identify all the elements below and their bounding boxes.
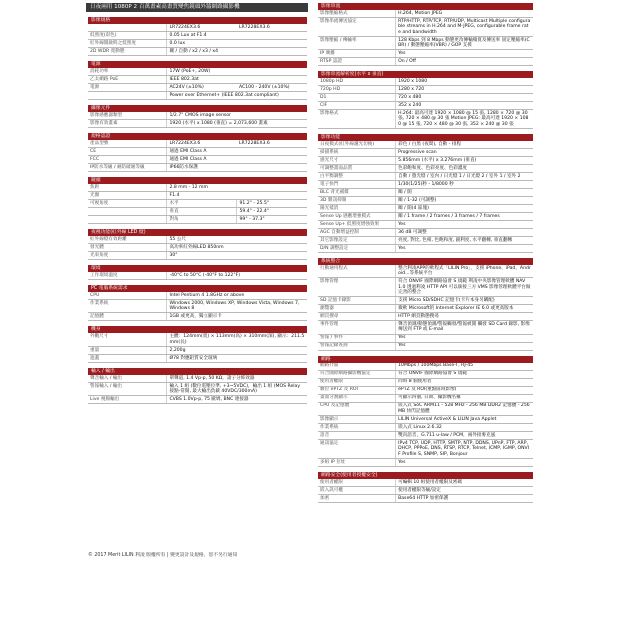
spec-table: [318, 363, 533, 467]
spec-value: F1.4: [167, 192, 307, 200]
spec-row: [88, 236, 307, 244]
spec-value: 10Mbps / 100Mbps Base-T, RJ-45: [396, 363, 533, 371]
spec-label: 多組 IP 位址: [318, 458, 396, 466]
spec-value: IPv4 TCP, UDP, HTTP, SMTP, NTP, DDNS, UPnP, FTP, ARP, DHCP, PPPoE, DNS, RTSP, RTCP, Telnet, ICMP, IGMP, ONVIF Profile S, SNMP, SIP, Bonjour: [396, 440, 533, 459]
spec-value: ePTZ 及 ROI(重點區域影像): [396, 386, 533, 394]
spec-section-item-9: [88, 368, 307, 404]
spec-label: [88, 216, 167, 224]
spec-label: 紅外線開啟時之低照度: [88, 40, 167, 48]
spec-label: CPU 及記憶體: [318, 402, 396, 415]
spec-row: [318, 342, 533, 350]
spec-value: On / Off: [396, 58, 533, 66]
spec-row: [318, 321, 533, 334]
spec-value: Progressive scan: [396, 149, 533, 157]
section-header: 環境: [88, 265, 307, 272]
section-header: 機身: [88, 326, 307, 333]
spec-value: 關 / 開: [396, 189, 533, 197]
spec-value: Yes: [396, 245, 533, 253]
section-header: 鏡頭: [88, 177, 307, 184]
spec-section-item-4: [318, 356, 533, 467]
spec-label: 記憶體: [88, 313, 167, 321]
section-header: 夜視功能(紅外線 LED 燈): [88, 229, 307, 236]
spec-value: 關 / 自動 / x2 / x3 / x4: [167, 48, 307, 56]
spec-value: 1GB 或更高，獨立顯示卡: [167, 313, 307, 321]
spec-row: [318, 205, 533, 213]
section-header: 攝像元件: [88, 105, 307, 112]
spec-value: 關 / 1-32 (可調整): [396, 197, 533, 205]
spec-table: [88, 375, 307, 404]
spec-row: [318, 394, 533, 402]
spec-row: [318, 58, 533, 66]
spec-value: Yes: [396, 342, 533, 350]
spec-table: [88, 24, 307, 56]
spec-section-item-5: [318, 472, 533, 503]
spec-value: AC100 - 240V (±10%): [237, 84, 307, 92]
spec-row: [318, 458, 533, 466]
spec-value: 雙向語音，G.711 u-law / PCM，兩外接麥克風: [396, 432, 533, 440]
spec-label: IP 廣播: [318, 50, 396, 58]
spec-label: 發光體: [88, 244, 167, 252]
spec-section-x: [318, 71, 533, 129]
spec-label: 遮蓋: [88, 354, 167, 362]
spec-label: 事件管理: [318, 321, 396, 334]
spec-table: [88, 140, 307, 172]
spec-table: [88, 292, 307, 321]
spec-value: 2.8 mm - 12 mm: [167, 184, 307, 192]
spec-label: 網頁搜尋: [318, 313, 396, 321]
spec-value: 720 x 480: [396, 94, 533, 102]
spec-value: LR7228EX3.6: [237, 24, 307, 32]
spec-label: [88, 92, 167, 100]
spec-value: 0.05 Lux at F1.4: [167, 32, 307, 40]
spec-section-item-3: [88, 133, 307, 172]
spec-label: 消耗功率: [88, 68, 167, 76]
spec-label: 影像顯示: [318, 416, 396, 424]
spec-label: D/N 調整設定: [318, 245, 396, 253]
spec-section-item-4: [88, 177, 307, 224]
spec-value: 1280 x 720: [396, 86, 533, 94]
spec-table: [318, 141, 533, 253]
spec-row: [88, 333, 307, 346]
spec-row: [318, 278, 533, 297]
spec-value: 關 / 開(4 區塊): [396, 205, 533, 213]
spec-row: [88, 292, 307, 300]
spec-row: [88, 76, 307, 84]
section-header: 影像串流: [318, 3, 533, 10]
spec-label: 使用者權限: [318, 479, 396, 487]
spec-row: [88, 375, 307, 383]
spec-row: [318, 50, 533, 58]
spec-label: 影像壓縮格式: [318, 10, 396, 18]
spec-label: 作業系統: [318, 424, 396, 432]
spec-label: 影像感應器類型: [88, 112, 167, 120]
spec-value: HTTP 網頁動態搜尋: [396, 313, 533, 321]
spec-label: 影像串流傳送協定: [318, 18, 396, 37]
spec-label: 網路介面: [318, 363, 396, 371]
spec-label: 電源: [88, 84, 167, 92]
spec-row: [318, 36, 533, 49]
section-header: 系統整合: [318, 258, 533, 265]
spec-section-item-6: [88, 265, 307, 280]
spec-row: [318, 10, 533, 18]
spec-value: 通過 EMI Class A: [167, 156, 307, 164]
spec-label: 影像管理: [318, 278, 396, 297]
spec-value: 2,200g: [167, 346, 307, 354]
spec-value: 亮度, 對比, 色相, 色飽和度, 銳利度, 水平翻轉, 垂直翻轉: [396, 237, 533, 245]
spec-row: [318, 213, 533, 221]
section-header: 影像串流解析度(水平 x 垂直): [318, 71, 533, 78]
spec-row: [318, 18, 533, 37]
spec-label: 影像壓縮 / 傳輸率: [318, 36, 396, 49]
spec-label: 瀏覽器: [318, 305, 396, 313]
spec-value: Yes: [396, 50, 533, 58]
spec-value: H.264, Motion JPEG: [396, 10, 533, 18]
spec-row: [318, 86, 533, 94]
spec-row: [88, 216, 307, 224]
spec-row: [88, 32, 307, 40]
spec-value: 55 公尺: [167, 236, 307, 244]
section-header: 影像規格: [88, 17, 307, 24]
left-spec-column: [88, 17, 307, 409]
spec-value: 符合 ONVIF 國際網路協會 S 規範: [396, 370, 533, 378]
spec-label: 使用者權限: [318, 378, 396, 386]
spec-value: 嵌入式 Linux 2.6.32: [396, 424, 533, 432]
spec-row: [88, 40, 307, 48]
spec-label: 嵌入訊可權: [318, 486, 396, 494]
spec-section-item-0: [88, 17, 307, 56]
spec-label: 加密: [318, 494, 396, 502]
spec-value: 聲音偵測/動態偵測/警報觸發/警報被開 觸發 SD Card 錄影, 影像傳送到 FTP 或 E-mail: [396, 321, 533, 334]
spec-row: [88, 48, 307, 56]
spec-row: [318, 141, 533, 149]
spec-value: 1/30(1/25)秒 - 1/8000 秒: [396, 181, 533, 189]
spec-table: [88, 184, 307, 224]
spec-row: [88, 272, 307, 280]
spec-label: [88, 24, 167, 32]
spec-row: [318, 110, 533, 129]
spec-row: [88, 120, 307, 128]
spec-value: LR7228EX3.6: [237, 140, 307, 148]
spec-value: 99° - 37.3°: [237, 216, 307, 224]
spec-row: [88, 200, 307, 208]
spec-value: 352 x 240: [396, 102, 533, 110]
spec-label: 光束角度: [88, 252, 167, 260]
spec-value: 主體：124mm(寬) × 113mm(高) × 310mm(深), 顯示：211.5mm(長): [167, 333, 307, 346]
spec-label: SD 記憶卡錄影: [318, 297, 396, 305]
spec-label: D1: [318, 94, 396, 102]
spec-label: 可視角度: [88, 200, 167, 208]
spec-label: 警報輸入 / 輸出: [88, 382, 167, 395]
section-header: 輸入 / 輸出: [88, 368, 307, 375]
spec-row: [318, 197, 533, 205]
spec-label: 語音: [318, 432, 396, 440]
spec-label: 行動通用程式: [318, 265, 396, 278]
spec-section-item-2: [318, 134, 533, 253]
spec-value: 微軟 Microsoft的 Internet Explorer IE 6.0 或更高版本: [396, 305, 533, 313]
spec-row: [318, 149, 533, 157]
spec-value: 使用者權限等級/設定: [396, 486, 533, 494]
spec-label: 產品型號: [88, 140, 167, 148]
spec-row: [318, 165, 533, 173]
spec-row: [318, 370, 533, 378]
spec-label: 作業系統: [88, 300, 167, 313]
spec-value: LILIN Universal ActiveX & LILIN Java Applet: [396, 416, 533, 424]
spec-section-pc: [88, 285, 307, 321]
spec-label: CE: [88, 148, 167, 156]
spec-sublabel: 對角: [167, 216, 237, 224]
spec-row: [318, 386, 533, 394]
spec-label: 日夜模式(紅外線濾光切換): [318, 141, 396, 149]
spec-table: [318, 479, 533, 503]
spec-label: 可調整畫面品質: [318, 165, 396, 173]
spec-table: [88, 236, 307, 260]
spec-table: [88, 272, 307, 280]
spec-label: 聲音輸入 / 輸出: [88, 375, 167, 383]
spec-value: 1/2.7" CMOS image sensor: [167, 112, 307, 120]
spec-label: 警報 / 事件: [318, 334, 396, 342]
spec-label: 3D 雜訊抑制: [318, 197, 396, 205]
spec-value: 1920 (水平) x 1080 (垂直) = 2,073,600 畫素: [167, 120, 307, 128]
spec-value: LR7224EX3.6: [167, 140, 237, 148]
spec-value: 36 dB 可調整: [396, 229, 533, 237]
spec-value: 30°: [167, 252, 307, 260]
spec-row: [88, 140, 307, 148]
spec-value: 0.0 lux: [167, 40, 307, 48]
spec-value: CVBS 1.0Vp-p, 75 歐姆, BNC 連接器: [167, 396, 307, 404]
spec-label: 焦距: [88, 184, 167, 192]
spec-row: [318, 297, 533, 305]
spec-row: [318, 245, 533, 253]
spec-value: Power over Ethernet+ (IEEE 802.3at compliant): [167, 92, 307, 100]
spec-value: 嵌入式 SoC ARM11 - 528 MHz - 256 MB DDR2 記憶體 - 256 MB 快閃記憶體: [396, 402, 533, 415]
spec-label: [88, 208, 167, 216]
spec-row: [318, 305, 533, 313]
spec-row: [318, 102, 533, 110]
copyright-footer: © 2017 Merit LILIN 利凌 版權所有 | 變更設計及規格，恕不另行通知: [88, 553, 238, 558]
spec-label: Sense Up+ 低照度增強效果: [318, 221, 396, 229]
spec-row: [88, 396, 307, 404]
spec-label: IP防水等級 / 耐防破壞等級: [88, 164, 167, 172]
section-header: 電源: [88, 61, 307, 68]
spec-label: 其它影像設定: [318, 237, 396, 245]
spec-row: [318, 313, 533, 321]
spec-row: [88, 252, 307, 260]
spec-value: 5.856mm (水平) x 3.276mm (垂直): [396, 157, 533, 165]
spec-row: [88, 346, 307, 354]
spec-value: 彩色 / 白黑 (夜間), 自動 - 排程: [396, 141, 533, 149]
spec-label: 影像格式: [318, 110, 396, 129]
spec-value: Windows 2000, Windows XP, Windows Vista, Windows 7, Windows 8: [167, 300, 307, 313]
page-title: 日夜兩用 1080P 2 百萬畫素高畫質變焦鏡頭外牆網路攝影機: [86, 3, 308, 12]
spec-row: [88, 382, 307, 395]
spec-value: LR7224EX3.6: [167, 24, 237, 32]
spec-table: [88, 333, 307, 362]
spec-value: 通過 EMI Class A: [167, 148, 307, 156]
section-header: 網路安全(使用者授權安全): [318, 472, 533, 479]
spec-label: FCC: [88, 156, 167, 164]
spec-value: 同時 8 個使用者: [396, 378, 533, 386]
spec-row: [318, 229, 533, 237]
spec-value: RTP/HTTP, RTP/TCP, RTP/UDP, Multicast Multiple configurable streams in H.264 and M-JPEG, configurable frame rate and bandwidth: [396, 18, 533, 37]
spec-table: [88, 68, 307, 100]
spec-value: 59.4° - 22.4°: [237, 208, 307, 216]
spec-value: 符合 ONVIF 國際網路協會 S 規範 利凌中央影像管理軟體 NAV 1.0 透過利凌 HTTP API 可以銜接三方 VMS 影像管理軟體平台做完善的整合: [396, 278, 533, 297]
spec-label: 通訊協定: [318, 440, 396, 459]
spec-value: 單聲道, 1.4 Vp-p, 50 KΩ，諸子分佈效器: [167, 375, 307, 383]
spec-value: 整合利凌APP的軟程式「LILIN Pro」，支援 iPhone、iPad、Android...等系統平台: [396, 265, 533, 278]
spec-label: 紅外線燈有效距離: [88, 236, 167, 244]
spec-value: AC24V (±10%): [167, 84, 237, 92]
spec-label: 2D WDR 寬動態: [88, 48, 167, 56]
section-header: 規格認證: [88, 133, 307, 140]
spec-row: [88, 313, 307, 321]
spec-value: IP66防水保護: [167, 164, 307, 172]
spec-label: 乙太網路 PoE: [88, 76, 167, 84]
spec-label: 感光尺寸: [318, 157, 396, 165]
spec-label: 畫面分割顯示: [318, 394, 396, 402]
spec-sublabel: 水平: [167, 200, 237, 208]
spec-row: [318, 94, 533, 102]
spec-label: 1080p HD: [318, 78, 396, 86]
spec-label: CIF: [318, 102, 396, 110]
spec-value: Yes: [396, 458, 533, 466]
spec-label: 數位 ePTZ 及 ROI: [318, 386, 396, 394]
spec-value: 自動 / 螢光燈 / 室內 / 日光燈 1 / 日光燈 2 / 室外 1 / 室外 2: [396, 173, 533, 181]
spec-value: 關 / 1 frame / 2 frames / 3 frames / 7 frames: [396, 213, 533, 221]
spec-row: [88, 354, 307, 362]
spec-section-item-0: [318, 3, 533, 66]
spec-row: [318, 479, 533, 487]
spec-label: 光圈: [88, 192, 167, 200]
spec-row: [88, 156, 307, 164]
spec-label: 工作環境溫度: [88, 272, 167, 280]
spec-label: AGC 自動增益控制: [318, 229, 396, 237]
spec-row: [88, 148, 307, 156]
spec-section-item-8: [88, 326, 307, 362]
spec-label: 掃描系統: [318, 149, 396, 157]
spec-row: [318, 237, 533, 245]
spec-label: 白平衡調整: [318, 173, 396, 181]
spec-row: [318, 378, 533, 386]
spec-row: [318, 334, 533, 342]
spec-row: [318, 221, 533, 229]
spec-row: [88, 244, 307, 252]
spec-row: [318, 494, 533, 502]
spec-row: [318, 189, 533, 197]
spec-value: 支援 Micro SD/SDHC 記憶卡(卡片本身另購配): [396, 297, 533, 305]
spec-value: 可編輯 10 組使用者權限及密碼: [396, 479, 533, 487]
spec-row: [318, 78, 533, 86]
spec-table: [318, 10, 533, 66]
spec-section-led: [88, 229, 307, 260]
spec-row: [88, 208, 307, 216]
spec-row: [318, 416, 533, 424]
spec-value: Yes: [396, 221, 533, 229]
spec-row: [318, 173, 533, 181]
spec-value: -40°C to 50°C (-40°F to 122°F): [167, 272, 307, 280]
spec-label: 720p HD: [318, 86, 396, 94]
spec-label: RTSP 認證: [318, 58, 396, 66]
spec-value: 可顯示四個, 日期、攝影機名稱: [396, 394, 533, 402]
spec-value: 色彩飽和度、色彩亮度、色彩濃度: [396, 165, 533, 173]
spec-row: [88, 300, 307, 313]
spec-value: Base64 HTTP 加密保護: [396, 494, 533, 502]
spec-label: 警報記錄查詢: [318, 342, 396, 350]
right-spec-column: [318, 3, 533, 508]
spec-row: [88, 164, 307, 172]
spec-row: [88, 112, 307, 120]
spec-row: [318, 486, 533, 494]
spec-label: 符合國際網路攝影機協定: [318, 370, 396, 378]
spec-row: [318, 440, 533, 459]
spec-section-item-1: [88, 61, 307, 100]
spec-row: [318, 424, 533, 432]
spec-row: [318, 402, 533, 415]
spec-value: 91.2° - 25.5°: [237, 200, 307, 208]
spec-row: [318, 157, 533, 165]
section-header: 網路: [318, 356, 533, 363]
spec-row: [318, 265, 533, 278]
spec-row: [318, 181, 533, 189]
spec-row: [88, 92, 307, 100]
spec-value: 17W (PoE+, 20W): [167, 68, 307, 76]
spec-label: BLC 背光補償: [318, 189, 396, 197]
spec-row: [88, 84, 307, 92]
spec-value: Yes: [396, 334, 533, 342]
spec-value: 1920 x 1080: [396, 78, 533, 86]
spec-row: [88, 68, 307, 76]
spec-label: CPU: [88, 292, 167, 300]
spec-label: 影像有效畫素: [88, 120, 167, 128]
spec-section-item-3: [318, 258, 533, 351]
spec-label: 低照度(彩色): [88, 32, 167, 40]
spec-label: 外觀尺寸: [88, 333, 167, 346]
spec-table: [318, 78, 533, 129]
spec-table: [318, 265, 533, 351]
spec-label: 電子快門: [318, 181, 396, 189]
spec-value: H.264: 最高可達 1920 × 1080 @ 15 張, 1280 × 720 @ 30 張, 720 × 480 @ 30 張 Motion JPEG: 最高可達 1920 × 1080 @ 15 張, 720 × 480 @ 30 張, 352 × 240 @ 30 張: [396, 110, 533, 129]
spec-row: [318, 432, 533, 440]
spec-row: [318, 363, 533, 371]
spec-value: 高功率紅外線LED 850nm: [167, 244, 307, 252]
section-header: 影像功能: [318, 134, 533, 141]
spec-label: Sense Up 感應增強模式: [318, 213, 396, 221]
spec-value: Ø78 對應鋁質安全玻璃: [167, 354, 307, 362]
spec-value: IEEE 802.3at: [167, 76, 307, 84]
spec-label: Live 視頻輸出: [88, 396, 167, 404]
section-header: PC 電腦系統需求: [88, 285, 307, 292]
spec-row: [88, 192, 307, 200]
spec-label: 重量: [88, 346, 167, 354]
spec-row: [88, 184, 307, 192]
spec-value: Intel Pentium 4 1.8GHz or above: [167, 292, 307, 300]
spec-row: [88, 24, 307, 32]
spec-value: 128 Kbps 到 8 Mbps 動態更改傳輸頻寬及傳送率 固定壓縮率(CBR) / 動態壓縮率(VBR) / GOP 支援: [396, 36, 533, 49]
spec-sublabel: 垂直: [167, 208, 237, 216]
spec-value: 輸入 1 組 (數位電壓位準, +3~5VDC)，輸出 1 組 (MOS Relay 接點-常開, 最大輸出負載 40VDC/300mA): [167, 382, 307, 395]
spec-table: [88, 112, 307, 128]
spec-section-item-2: [88, 105, 307, 128]
spec-label: 陽光抵消: [318, 205, 396, 213]
